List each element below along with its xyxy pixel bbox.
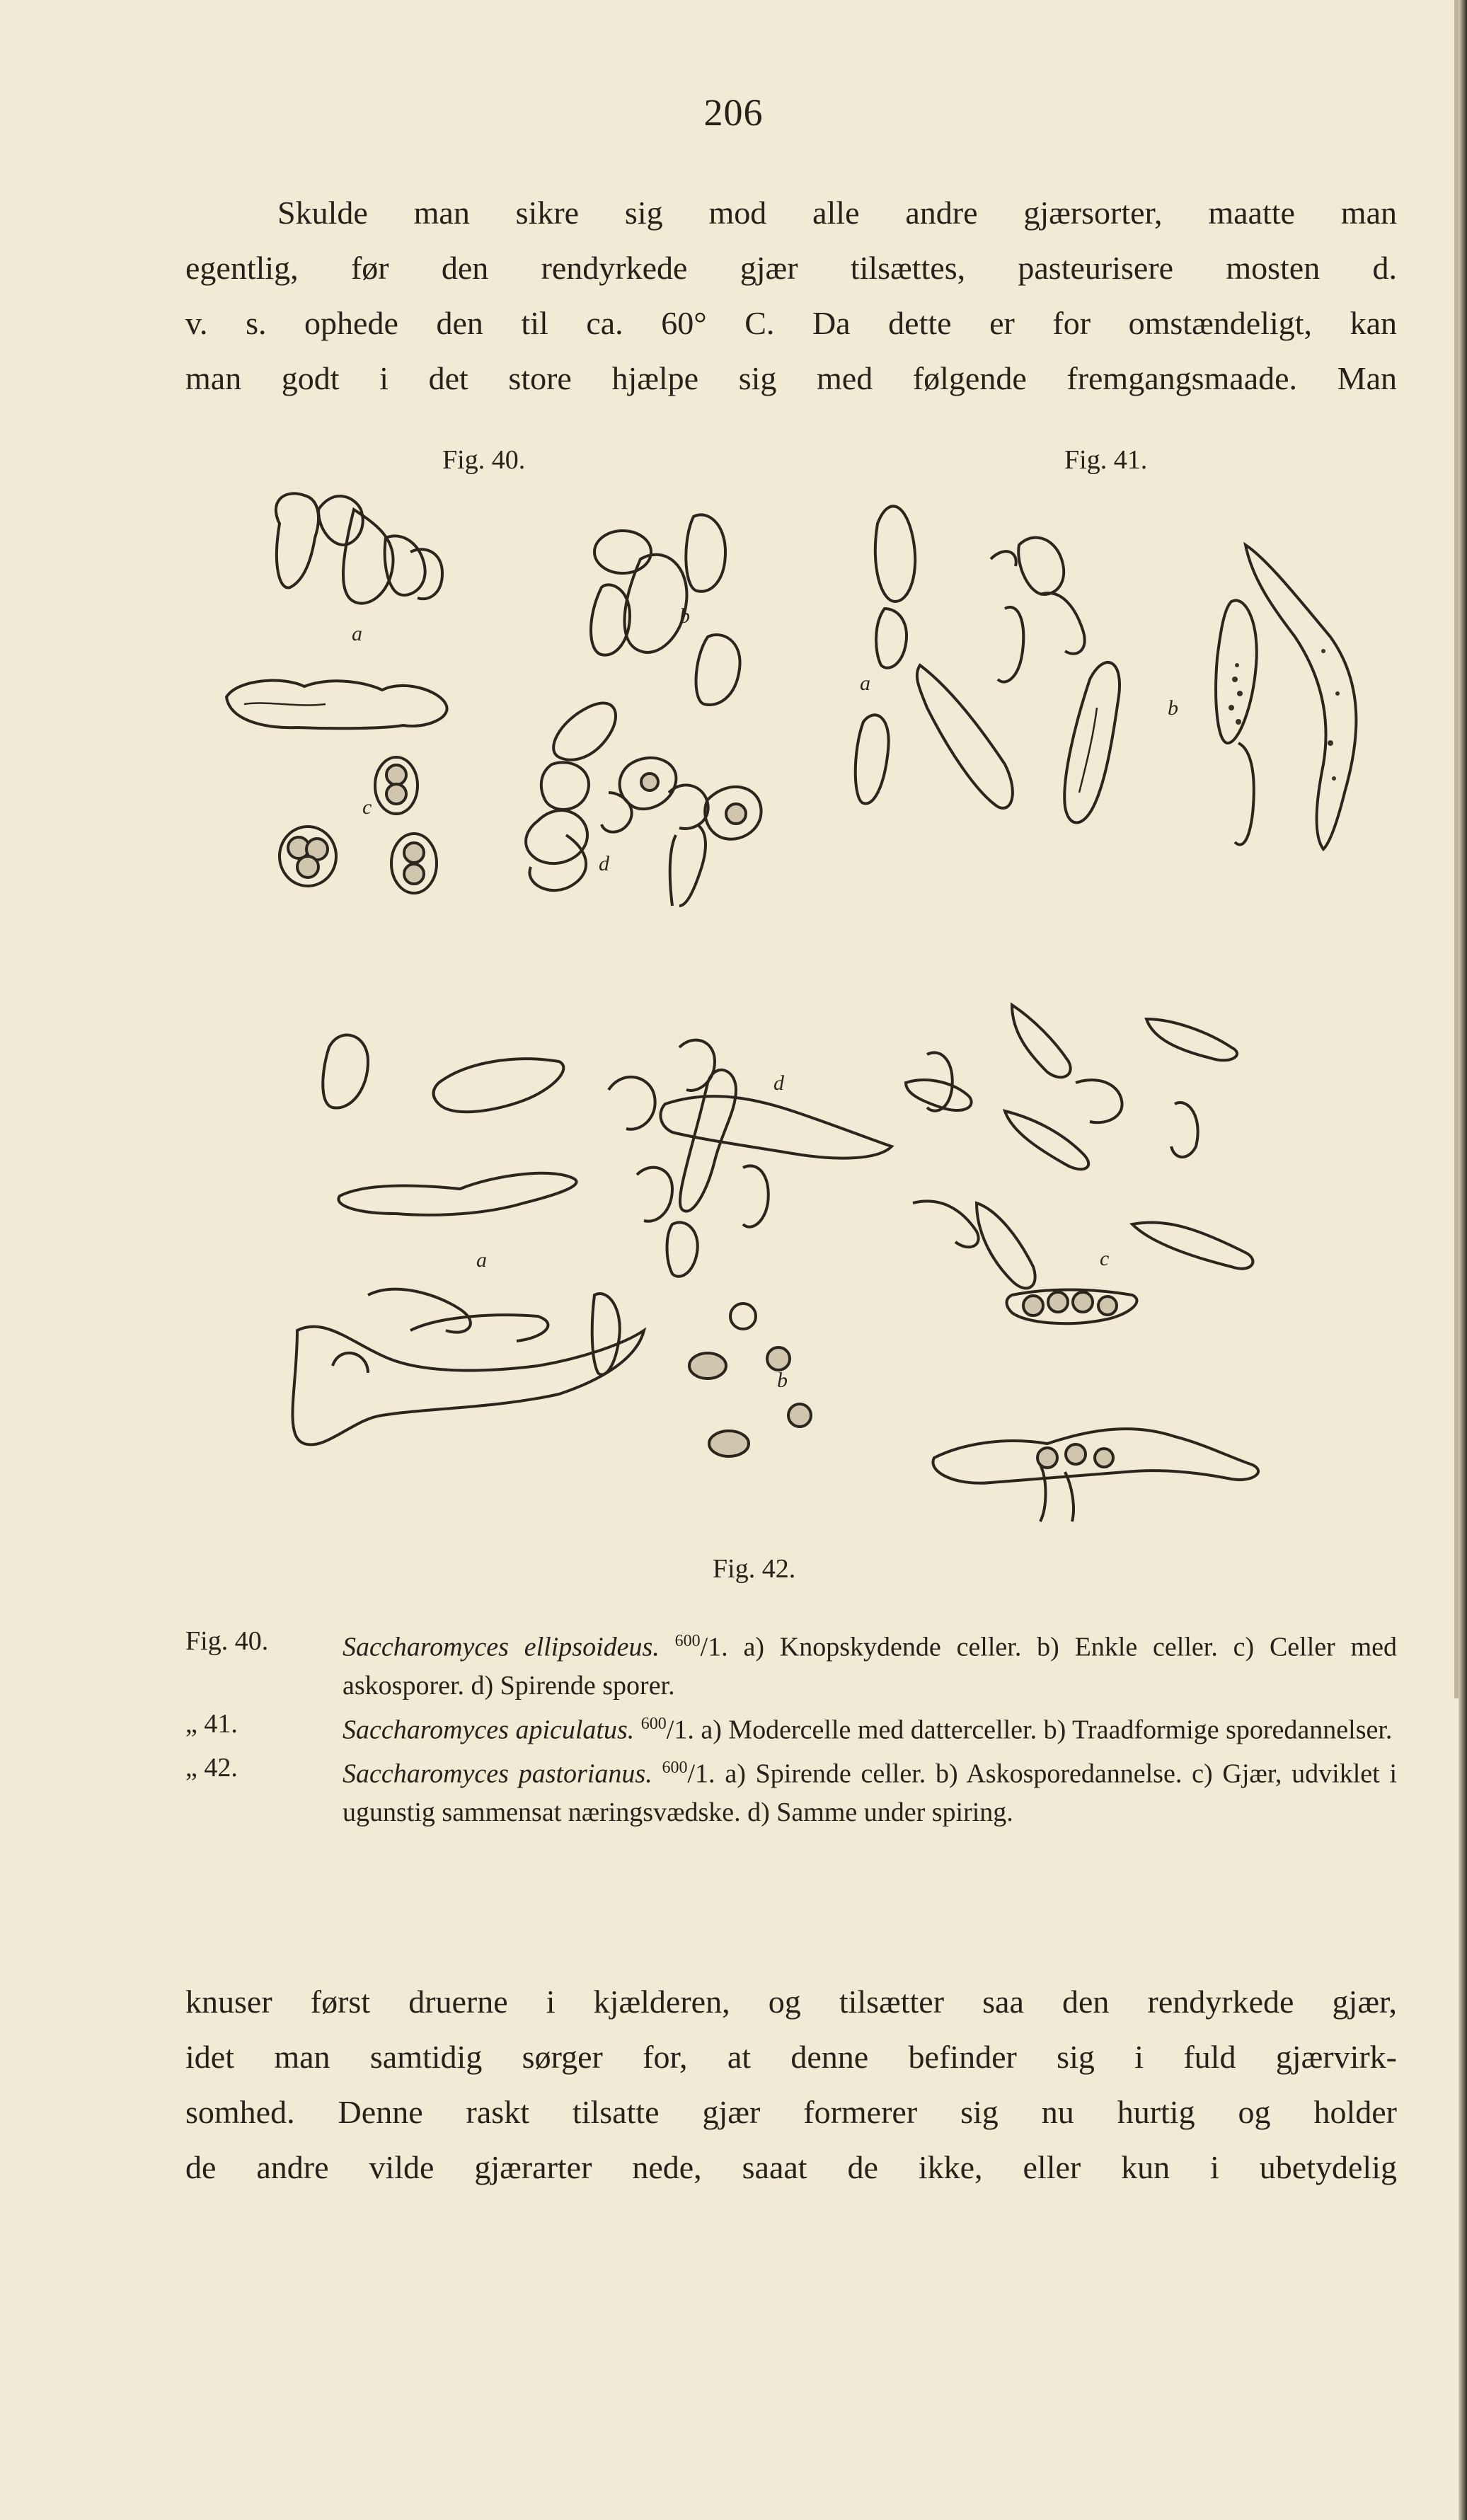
- caption-species: Saccharomyces apiculatus.: [343, 1715, 635, 1745]
- fig40-marker-d: d: [599, 852, 609, 875]
- caption-number: Fig. 40.: [185, 1626, 269, 1656]
- figure-captions: [185, 1622, 1397, 1831]
- fig41-marker-b: b: [1168, 696, 1178, 720]
- fig42-label: Fig. 42.: [713, 1554, 796, 1584]
- paragraph-bottom: [185, 1974, 1397, 2195]
- magnification-denominator: /1.: [666, 1715, 694, 1745]
- caption-fig42: [185, 1749, 1397, 1831]
- caption-species: Saccharomyces ellipsoideus.: [343, 1632, 660, 1662]
- fig40-marker-b: b: [679, 604, 690, 628]
- fig42-marker-a: a: [476, 1248, 487, 1272]
- caption-number: „ 41.: [185, 1708, 238, 1739]
- magnification-denominator: /1.: [687, 1759, 715, 1789]
- magnification: 600: [662, 1759, 688, 1778]
- fig42-marker-c: c: [1100, 1247, 1110, 1270]
- page-number: 206: [703, 91, 764, 134]
- fig41-drawing: [856, 506, 1357, 849]
- fig40-label: Fig. 40.: [442, 445, 526, 475]
- text-line: man godt i det store hjælpe sig med følgende fremgangsmaade. Man: [185, 360, 1397, 396]
- caption-body: [343, 1622, 1397, 1705]
- magnification: 600: [674, 1632, 701, 1650]
- fig42-drawing: [292, 1005, 1258, 1521]
- fig40-marker-c: c: [362, 795, 372, 819]
- text-line: idet man samtidig sørger for, at denne befinder sig i fuld gjærvirk-: [185, 2039, 1397, 2075]
- text-line: v. s. ophede den til ca. 60° C. Da dette er for omstændeligt, kan: [185, 305, 1397, 341]
- text-line: somhed. Denne raskt tilsatte gjær formerer sig nu hurtig og holder: [185, 2094, 1397, 2130]
- text-line: Skulde man sikre sig mod alle andre gjærsorter, maatte man: [277, 195, 1397, 231]
- fig41-marker-a: a: [860, 672, 870, 695]
- caption-body: [343, 1749, 1397, 1831]
- caption-fig40: [185, 1622, 1397, 1705]
- magnification-denominator: /1.: [700, 1632, 728, 1662]
- text-line: de andre vilde gjærarter nede, saaat de ikke, eller kun i ubetydelig: [185, 2149, 1397, 2185]
- caption-number: „ 42.: [185, 1753, 238, 1783]
- caption-text: a) Spirende celler. b) Askosporedannelse. c) Gjær, udviklet i ugunstig sammensat næringsvædske. d) Samme under spiring.: [343, 1759, 1398, 1827]
- fig42-marker-b: b: [777, 1369, 788, 1392]
- text-line: egentlig, før den rendyrkede gjær tilsættes, pasteurisere mosten d.: [185, 250, 1397, 286]
- caption-text: a) Knopskydende celler. b) Enkle celler. c) Celler med askosporer. d) Spirende sporer.: [343, 1632, 1398, 1701]
- magnification: 600: [640, 1714, 667, 1733]
- fig42-marker-d: d: [773, 1071, 784, 1095]
- caption-body: [343, 1705, 1397, 1749]
- text-line: knuser først druerne i kjælderen, og tilsætter saa den rendyrkede gjær,: [185, 1984, 1397, 2020]
- fig40-marker-a: a: [352, 622, 362, 645]
- caption-fig41: [185, 1705, 1397, 1749]
- fig40-drawing: [226, 493, 761, 906]
- caption-species: Saccharomyces pastorianus.: [343, 1759, 652, 1789]
- fig41-label: Fig. 41.: [1064, 445, 1148, 475]
- caption-text: a) Modercelle med datterceller. b) Traadformige sporedannelser.: [701, 1715, 1393, 1745]
